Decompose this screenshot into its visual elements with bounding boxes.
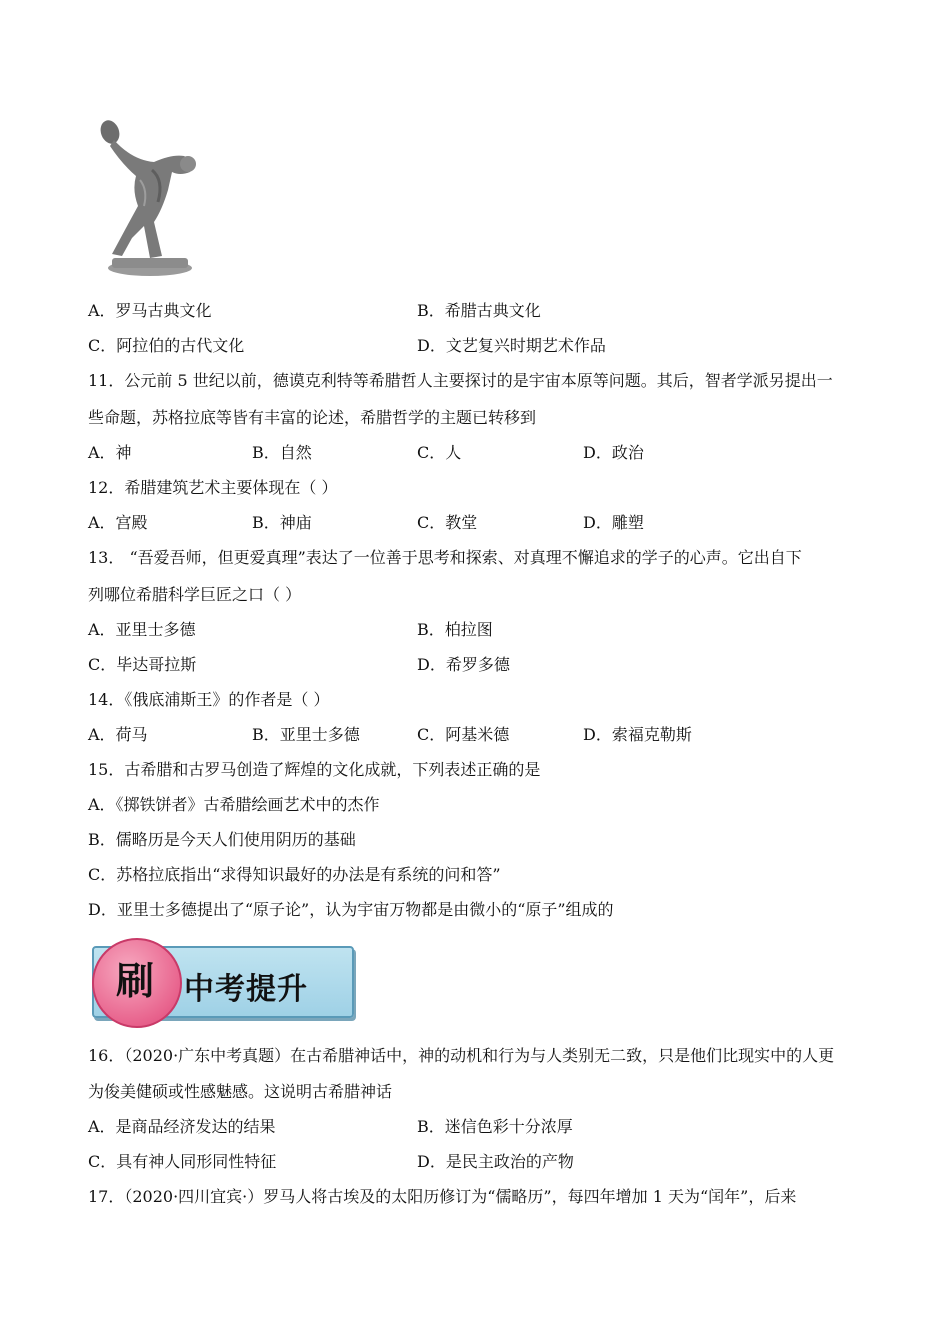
q11-stem-line2: 些命题，苏格拉底等皆有丰富的论述，希腊哲学的主题已转移到 bbox=[88, 408, 537, 427]
q15-stem: 15．古希腊和古罗马创造了辉煌的文化成就，下列表述正确的是 bbox=[88, 760, 541, 779]
q16-option-a: A．是商品经济发达的结果 bbox=[88, 1117, 276, 1136]
q12-option-d: D．雕塑 bbox=[583, 513, 644, 532]
q16-stem-line2: 为俊美健硕或性感魅感。这说明古希腊神话 bbox=[88, 1082, 393, 1101]
q13-option-d: D．希罗多德 bbox=[417, 655, 510, 674]
q12-option-b: B．神庙 bbox=[252, 513, 312, 532]
q17-stem-line1: 17．（2020·四川宜宾·）罗马人将古埃及的太阳历修订为“儒略历”，每四年增加 1 天为“闰年”，后来 bbox=[88, 1187, 797, 1206]
q13-stem-line2: 列哪位希腊科学巨匠之口（ ） bbox=[88, 585, 302, 604]
q11-option-c: C．人 bbox=[417, 443, 462, 462]
q15-option-d: D．亚里士多德提出了“原子论”，认为宇宙万物都是由微小的“原子”组成的 bbox=[88, 900, 614, 919]
q15-option-c: C．苏格拉底指出“求得知识最好的办法是有系统的问和答” bbox=[88, 865, 501, 884]
q12-option-c: C．教堂 bbox=[417, 513, 478, 532]
q11-option-b: B．自然 bbox=[252, 443, 312, 462]
q11-stem-line1: 11．公元前 5 世纪以前，德谟克利特等希腊哲人主要探讨的是宇宙本原等问题。其后，智者学派另提出一 bbox=[88, 371, 833, 390]
q15-option-b: B．儒略历是今天人们使用阴历的基础 bbox=[88, 830, 356, 849]
q10-option-b: B．希腊古典文化 bbox=[417, 301, 541, 320]
banner-circle-label: 刷 bbox=[115, 959, 154, 1003]
q14-option-d: D．索福克勒斯 bbox=[583, 725, 692, 744]
q10-option-c: C．阿拉伯的古代文化 bbox=[88, 336, 245, 355]
q12-stem: 12．希腊建筑艺术主要体现在（ ） bbox=[88, 478, 338, 497]
q13-option-a: A．亚里士多德 bbox=[88, 620, 196, 639]
section-banner bbox=[88, 938, 352, 1030]
q10-option-d: D．文艺复兴时期艺术作品 bbox=[417, 336, 606, 355]
banner-title: 中考提升 bbox=[184, 972, 308, 1007]
q14-option-c: C．阿基米德 bbox=[417, 725, 510, 744]
discus-thrower-statue-image bbox=[92, 110, 210, 278]
q11-option-d: D．政治 bbox=[583, 443, 644, 462]
q11-option-a: A．神 bbox=[88, 443, 132, 462]
q14-option-a: A．荷马 bbox=[88, 725, 148, 744]
q16-option-c: C．具有神人同形同性特征 bbox=[88, 1152, 277, 1171]
q12-option-a: A．宫殿 bbox=[88, 513, 148, 532]
q14-stem: 14．《俄底浦斯王》的作者是（ ） bbox=[88, 690, 330, 709]
q14-option-b: B．亚里士多德 bbox=[252, 725, 360, 744]
q13-option-b: B．柏拉图 bbox=[417, 620, 493, 639]
q13-stem-line1: 13． “吾爱吾师，但更爱真理”表达了一位善于思考和探索、对真理不懈追求的学子的心声。它出自下 bbox=[88, 548, 802, 567]
q15-option-a: A．《掷铁饼者》古希腊绘画艺术中的杰作 bbox=[88, 795, 380, 814]
q13-option-c: C．毕达哥拉斯 bbox=[88, 655, 197, 674]
q16-option-d: D．是民主政治的产物 bbox=[417, 1152, 574, 1171]
q10-option-a: A．罗马古典文化 bbox=[88, 301, 212, 320]
q16-stem-line1: 16．（2020·广东中考真题）在古希腊神话中，神的动机和行为与人类别无二致，只是他们比现实中的人更 bbox=[88, 1046, 835, 1065]
q16-option-b: B．迷信色彩十分浓厚 bbox=[417, 1117, 573, 1136]
